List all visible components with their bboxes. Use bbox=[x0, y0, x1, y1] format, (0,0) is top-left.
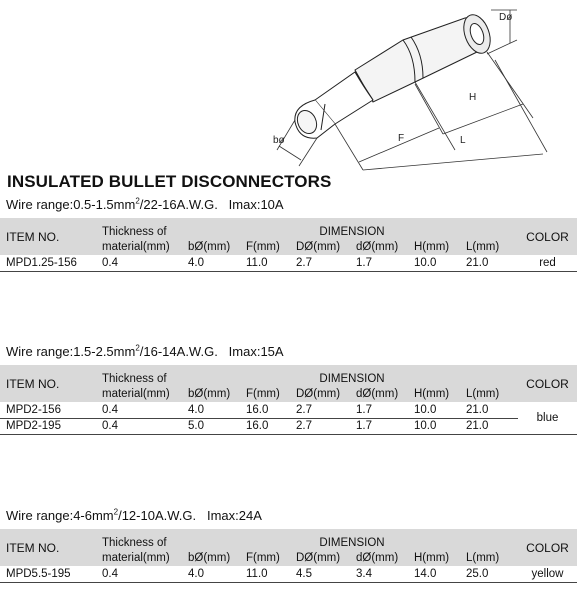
header-D: DØ(mm) bbox=[294, 549, 354, 566]
header-b: bØ(mm) bbox=[186, 238, 244, 255]
header-color: COLOR bbox=[518, 365, 577, 402]
header-l: L(mm) bbox=[464, 238, 518, 255]
dimension-label-b: bø bbox=[273, 135, 285, 146]
cell-h: 10.0 bbox=[412, 255, 464, 271]
cell-D: 2.7 bbox=[294, 255, 354, 271]
cell-item: MPD1.25-156 bbox=[0, 255, 100, 271]
table-row bbox=[0, 566, 577, 582]
cell-D: 4.5 bbox=[294, 566, 354, 582]
cell-color: blue bbox=[518, 402, 577, 434]
header-d: dØ(mm) bbox=[354, 385, 412, 402]
table-row bbox=[0, 418, 577, 434]
header-f: F(mm) bbox=[244, 385, 294, 402]
header-l: L(mm) bbox=[464, 549, 518, 566]
header-D: DØ(mm) bbox=[294, 238, 354, 255]
header-l: L(mm) bbox=[464, 385, 518, 402]
cell-h: 10.0 bbox=[412, 402, 464, 418]
cell-f: 11.0 bbox=[244, 255, 294, 271]
cell-item: MPD2-195 bbox=[0, 418, 100, 434]
header-D: DØ(mm) bbox=[294, 385, 354, 402]
cell-thickness: 0.4 bbox=[100, 402, 186, 418]
header-thickness-1: Thickness of bbox=[100, 365, 186, 385]
spec-table-2 bbox=[0, 365, 577, 435]
cell-l: 21.0 bbox=[464, 418, 518, 434]
connector-dimension-drawing bbox=[255, 0, 577, 175]
wire-range-1: Wire $range:0.5-1.5mm^2/22-16A.W.G$. Imax:10A bbox=[6, 196, 284, 212]
header-h: H(mm) bbox=[412, 549, 464, 566]
cell-color: red bbox=[518, 255, 577, 271]
header-h: H(mm) bbox=[412, 385, 464, 402]
cell-d: 1.7 bbox=[354, 402, 412, 418]
header-item: ITEM NO. bbox=[0, 218, 100, 255]
cell-d: 1.7 bbox=[354, 255, 412, 271]
dimension-label-L: L bbox=[460, 135, 466, 146]
cell-f: 11.0 bbox=[244, 566, 294, 582]
cell-item: MPD5.5-195 bbox=[0, 566, 100, 582]
header-thickness-2: material(mm) bbox=[100, 549, 186, 566]
spec-table-3 bbox=[0, 529, 577, 583]
header-item: ITEM NO. bbox=[0, 529, 100, 566]
cell-color: yellow bbox=[518, 566, 577, 582]
header-color: COLOR bbox=[518, 218, 577, 255]
header-f: F(mm) bbox=[244, 549, 294, 566]
header-h: H(mm) bbox=[412, 238, 464, 255]
cell-thickness: 0.4 bbox=[100, 566, 186, 582]
header-thickness-2: material(mm) bbox=[100, 385, 186, 402]
header-b: bØ(mm) bbox=[186, 549, 244, 566]
page-title: INSULATED BULLET DISCONNECTORS bbox=[7, 172, 332, 191]
cell-h: 10.0 bbox=[412, 418, 464, 434]
cell-d: 1.7 bbox=[354, 418, 412, 434]
cell-item: MPD2-156 bbox=[0, 402, 100, 418]
header-thickness-1: Thickness of bbox=[100, 218, 186, 238]
header-item: ITEM NO. bbox=[0, 365, 100, 402]
cell-l: 21.0 bbox=[464, 402, 518, 418]
header-f: F(mm) bbox=[244, 238, 294, 255]
header-b: bØ(mm) bbox=[186, 385, 244, 402]
dimension-label-F: F bbox=[398, 133, 405, 144]
table-row bbox=[0, 255, 577, 271]
cell-l: 25.0 bbox=[464, 566, 518, 582]
cell-D: 2.7 bbox=[294, 418, 354, 434]
header-d: dØ(mm) bbox=[354, 549, 412, 566]
cell-thickness: 0.4 bbox=[100, 255, 186, 271]
imax-1: Imax:10A bbox=[228, 197, 284, 212]
imax-2: Imax:15A bbox=[228, 344, 284, 359]
header-dimension: DIMENSION bbox=[186, 218, 518, 238]
header-dimension: DIMENSION bbox=[186, 365, 518, 385]
header-thickness-2: material(mm) bbox=[100, 238, 186, 255]
cell-l: 21.0 bbox=[464, 255, 518, 271]
cell-b: 4.0 bbox=[186, 566, 244, 582]
cell-d: 3.4 bbox=[354, 566, 412, 582]
wire-range-3: Wire $range:4-6mm^2/12-10A.W.G$. Imax:24A bbox=[6, 507, 262, 523]
cell-f: 16.0 bbox=[244, 418, 294, 434]
wire-range-2: Wire $range:1.5-2.5mm^2/16-14A.W.G$. Imax:15A bbox=[6, 343, 284, 359]
header-color: COLOR bbox=[518, 529, 577, 566]
cell-f: 16.0 bbox=[244, 402, 294, 418]
dimension-label-D: Dø bbox=[499, 12, 513, 23]
cell-thickness: 0.4 bbox=[100, 418, 186, 434]
cell-b: 5.0 bbox=[186, 418, 244, 434]
cell-h: 14.0 bbox=[412, 566, 464, 582]
imax-3: Imax:24A bbox=[206, 508, 262, 523]
header-dimension: DIMENSION bbox=[186, 529, 518, 549]
cell-b: 4.0 bbox=[186, 402, 244, 418]
header-d: dØ(mm) bbox=[354, 238, 412, 255]
spec-table-1 bbox=[0, 218, 577, 272]
cell-D: 2.7 bbox=[294, 402, 354, 418]
table-row bbox=[0, 402, 577, 418]
cell-b: 4.0 bbox=[186, 255, 244, 271]
dimension-label-H: H bbox=[469, 92, 477, 103]
header-thickness-1: Thickness of bbox=[100, 529, 186, 549]
